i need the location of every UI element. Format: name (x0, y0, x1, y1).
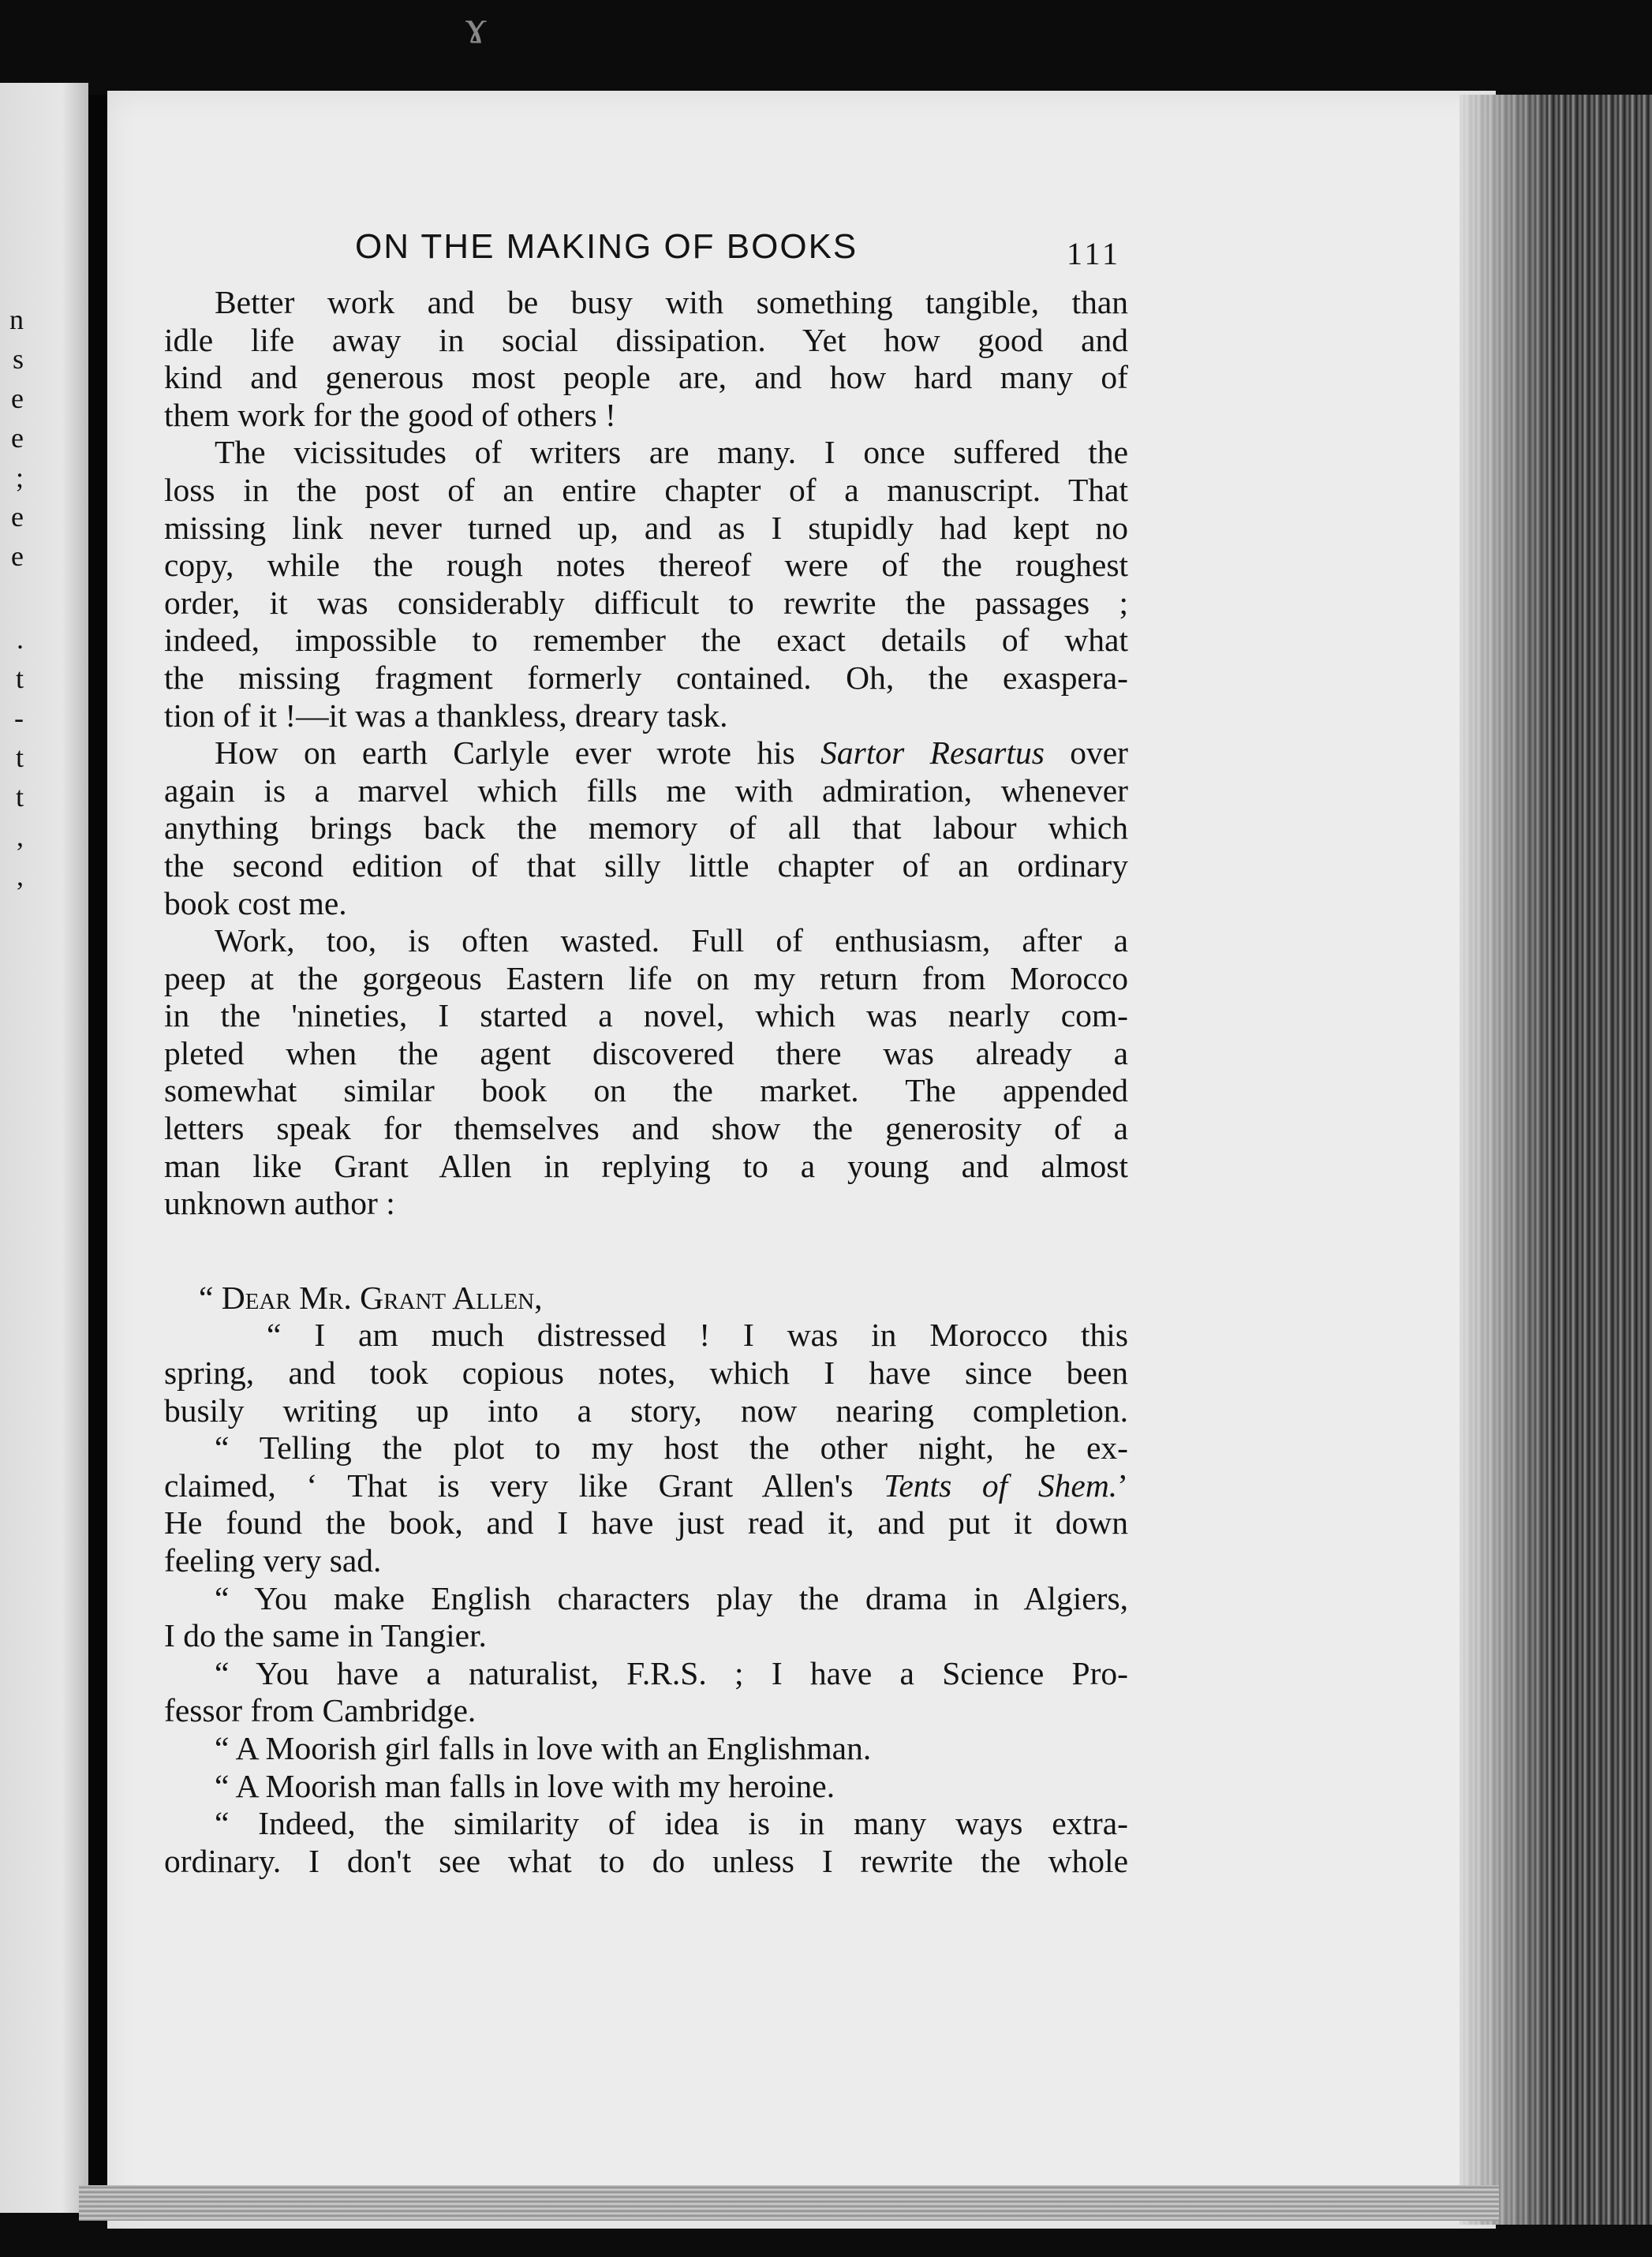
text-line: loss in the post of an entire chapter of a manuscript. That (164, 471, 1128, 508)
text-line: “ I am much distressed ! I was in Morocco this (267, 1317, 1128, 1354)
text-line: anything brings back the memory of all that labour which (164, 809, 1128, 846)
text-line: kind and generous most people are, and how hard many of (164, 359, 1128, 396)
letter-gap (164, 1223, 1128, 1280)
spacer (0, 576, 24, 619)
text-line: “ A Moorish man falls in love with my heroine. (215, 1767, 835, 1804)
text-line: I do the same in Tangier. (164, 1617, 487, 1654)
text-line: ordinary. I don't see what to do unless I rewrite the whole (164, 1842, 1128, 1879)
text-line: The vicissitudes of writers are many. I once suffered the (215, 434, 1128, 471)
text-line: fessor from Cambridge. (164, 1692, 477, 1729)
fragment: e (11, 501, 24, 532)
text-line: “ You have a naturalist, F.R.S. ; I have a Science Pro- (215, 1654, 1128, 1691)
text-line: the second edition of that silly little chapter of an ordinary (164, 846, 1128, 884)
letter-salutation: “ Dear Mr. Grant Allen, (199, 1279, 543, 1316)
gutter-shadow (88, 95, 109, 2217)
text-line: “ You make English characters play the drama in Algiers, (215, 1579, 1128, 1616)
fragment: e (11, 422, 24, 454)
text-line: man like Grant Allen in replying to a young and almost (164, 1147, 1128, 1184)
running-head: ON THE MAKING OF BOOKS (355, 227, 858, 266)
left-page-fragments (0, 300, 24, 895)
text-line: tion of it !—it was a thankless, dreary task. (164, 697, 728, 734)
text-line: book cost me. (164, 884, 347, 921)
fragment: t (15, 781, 24, 813)
text-line: Work, too, is often wasted. Full of enthusiasm, after a (215, 922, 1128, 959)
text-line: peep at the gorgeous Eastern life on my return from Morocco (164, 959, 1128, 996)
fragment: t (15, 742, 24, 773)
book-title-italic: Sartor Resartus (820, 734, 1045, 772)
text-line: again is a marvel which fills me with admiration, whenever (164, 772, 1128, 809)
text-line-tents: claimed, ‘ That is very like Grant Allen's Tents of Shem.’ (164, 1467, 1128, 1504)
fragment: ; (15, 461, 24, 493)
text-line: copy, while the rough notes thereof were of the roughest (164, 547, 1128, 584)
text-line: Better work and be busy with something tangible, than (215, 284, 1128, 320)
text-line: somewhat similar book on the market. The appended (164, 1072, 1128, 1109)
fore-edge-shade (1460, 95, 1546, 2225)
fragment: t (15, 663, 24, 694)
text-line: unknown author : (164, 1185, 395, 1222)
fragment: e (11, 383, 24, 414)
text-line: indeed, impossible to remember the exact details of what (164, 622, 1128, 659)
fragment: . (17, 623, 24, 655)
body-text (164, 284, 1128, 1880)
text-line: busily writing up into a story, now nearing completion. (164, 1392, 1128, 1429)
page-bottom-edge (79, 2185, 1499, 2221)
text-line: He found the book, and I have just read it, and put it down (164, 1504, 1128, 1541)
text-line: letters speak for themselves and show the generosity of a (164, 1110, 1128, 1147)
text-line: “ Indeed, the similarity of idea is in many ways extra- (215, 1805, 1128, 1842)
fragment: , (17, 820, 24, 852)
page-number: 111 (1067, 236, 1122, 271)
text-line-sartor: How on earth Carlyle ever wrote his Sartor Resartus over (215, 734, 1128, 772)
text-line: pleted when the agent discovered there was already a (164, 1034, 1128, 1071)
text-line: idle life away in social dissipation. Yet how good and (164, 321, 1128, 358)
binding-mark: ɤ (465, 1, 487, 53)
text-line: feeling very sad. (164, 1542, 382, 1579)
fragment: n (9, 304, 24, 335)
fragment: - (14, 702, 24, 734)
text-line: spring, and took copious notes, which I have since been (164, 1355, 1128, 1392)
text-line: missing link never turned up, and as I stupidly had kept no (164, 509, 1128, 546)
text-line: them work for the good of others ! (164, 396, 616, 433)
book-title-italic: Tents of Shem. (884, 1467, 1118, 1504)
fragment: e (11, 540, 24, 572)
fragment: s (12, 343, 24, 375)
text-line: “ A Moorish girl falls in love with an Englishman. (215, 1729, 872, 1766)
text-line: order, it was considerably difficult to rewrite the passages ; (164, 584, 1128, 621)
fragment: , (17, 860, 24, 891)
text-line: “ Telling the plot to my host the other night, he ex- (215, 1429, 1128, 1467)
text-line: in the 'nineties, I started a novel, which was nearly com- (164, 997, 1128, 1034)
text-line: the missing fragment formerly contained. Oh, the exaspera- (164, 659, 1128, 696)
